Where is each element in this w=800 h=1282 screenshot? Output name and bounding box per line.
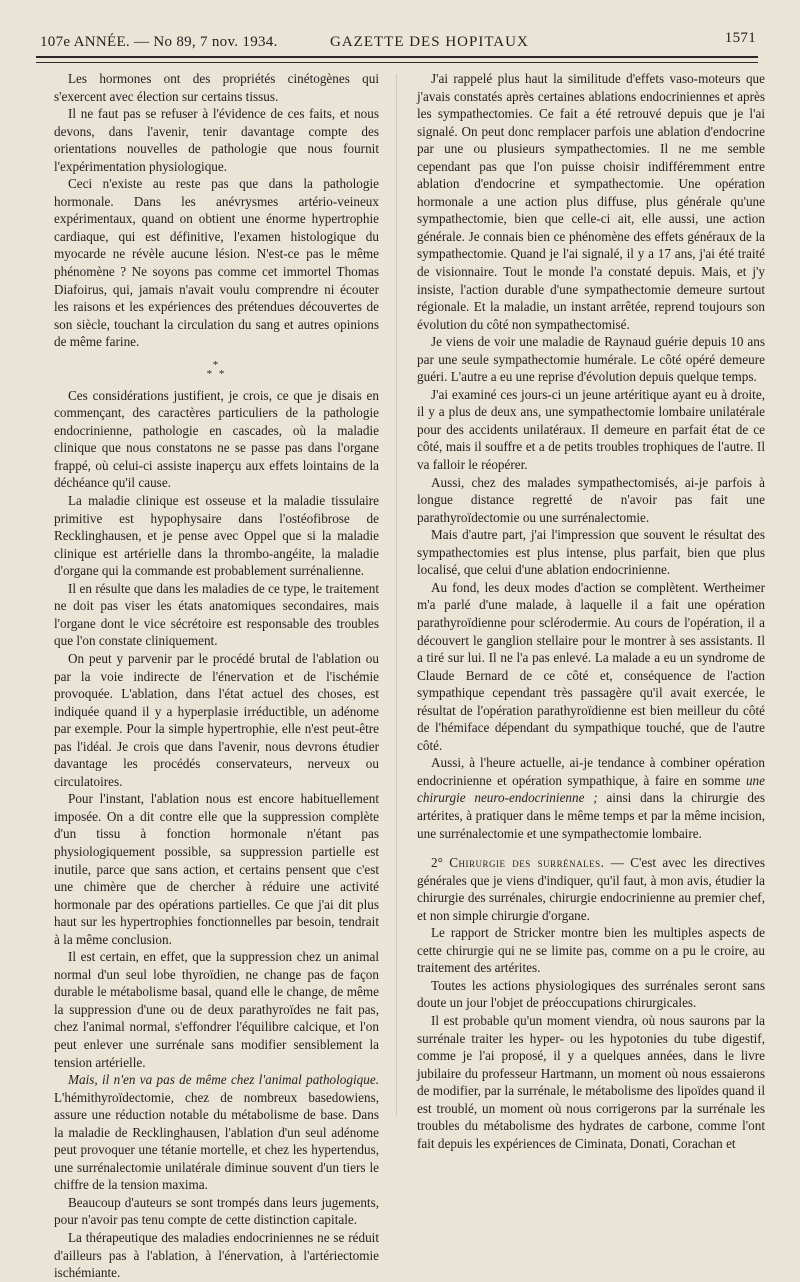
section-number: 2° bbox=[431, 855, 450, 871]
page-number: 1571 bbox=[724, 30, 756, 46]
paragraph: Il ne faut pas se refuser à l'évidence de ces faits, et nous devons, dans l'avenir, tenir davantage compte des orientations nouvelles de pathologie que nous fournit l'expérimentation physiologique. bbox=[54, 106, 379, 174]
paragraph: Le rapport de Stricker montre bien les multiples aspects de cette chirurgie qui ne se limite pas, comme on a pu le croire, au traitement des artérites. bbox=[417, 925, 765, 976]
asterism-top: * bbox=[212, 358, 221, 371]
italic-phrase: Mais, il n'en va pas de même chez l'animal pathologique. bbox=[68, 1072, 379, 1088]
journal-title: GAZETTE DES HOPITAUX bbox=[330, 34, 529, 50]
paragraph-text: — C'est avec les directives générales que je viens d'indiquer, qu'il faut, à mon avis, étudier la chirurgie des surrénales, chirurgie endocrinienne au premier chef, et non simple chirurgie d'organe. bbox=[417, 855, 766, 923]
paragraph bbox=[417, 754, 765, 842]
section-heading: Chirurgie des surrénales. bbox=[449, 855, 605, 871]
paragraph: Je viens de voir une maladie de Raynaud guérie depuis 10 ans par une seule sympathectomie humérale. Le côté opéré demeure guéri. L'autre a eu une reprise d'évolution depuis quelque temps. bbox=[417, 334, 765, 385]
paragraph: Pour l'instant, l'ablation nous est encore habituellement imposée. On a dit contre elle que la suppression complète d'un tissu à fonction hormonale n'étant pas physiologiquement possible, sa suppression partielle est inutile, parce que sans action, et certains pensent que c'est une chimère que de chercher à réduire une activité hormonale par des opérations partielles. Ce que j'ai dit plus haut sur les hypertrophies fonctionnelles par besoin, tendrait à la même conclusion. bbox=[54, 791, 379, 947]
paragraph: La thérapeutique des maladies endocriniennes ne se réduit d'ailleurs pas à l'ablation, à l'énervation, à l'artériectomie ischémiante. bbox=[54, 1230, 379, 1281]
paragraph: J'ai examiné ces jours-ci un jeune artéritique ayant eu à droite, il y a plus de deux ans, une sympathectomie lombaire unilatérale pour des accidents unilatéraux. Il demeure en parfait état de ce côté, mais il souffre et a de petits troubles trophiques de l'autre. Il va falloir le réopérer. bbox=[417, 386, 765, 473]
paragraph: Il en résulte que dans les maladies de ce type, le traitement ne doit pas viser les états anatomiques secondaires, mais l'organe dont le vice sécrétoire est responsable des troubles que l'on constate cliniquement. bbox=[54, 580, 379, 649]
asterism-bottom: * * bbox=[206, 367, 227, 380]
paragraph-text: L'hémithyroïdectomie, chez de nombreux basedowiens, assure une réduction notable du métabolisme de base. Dans la maladie de Recklinghausen, l'ablation d'un seul adénome peut provoquer une tétanie mortelle, et chez les hypertendus, une surrénalectomie unilatérale diminue souvent d'un tiers le chiffre de la tension maxima. bbox=[54, 1089, 379, 1193]
paragraph: J'ai rappelé plus haut la similitude d'effets vaso-moteurs que j'avais constatés après certaines ablations endocriniennes et après les sympathectomies. Ce fait a été retrouvé depuis que je l'ai signalé. On peut donc remplacer parfois une ablation d'endocrine par une ou plusieurs sympathectomies. Il ne me semble cependant pas que l'on puisse choisir indifféremment entre ablation d'endocrine et sympathectomie. Une opération hormonale a une action plus diffuse, plus générale qu'une sympathectomie, bien que celle-ci ait, elle aussi, une action générale. Je connais bien ce phénomène des effets généraux de la sympathectomie. Quand je l'ai signalé, il y a 17 ans, j'ai été traité de visionnaire. Tout le monde l'a constaté depuis. Mais, et j'y insiste, l'action durable d'une sympathectomie demeure surtout régionale. Et la maladie, un instant arrêtée, reprend toujours son évolution du côté non sympathectomisé. bbox=[417, 71, 765, 332]
column-divider bbox=[396, 75, 397, 1115]
paragraph: Toutes les actions physiologiques des surrénales seront sans doute un jour l'objet de préoccupations chirurgicales. bbox=[417, 977, 765, 1011]
paragraph bbox=[54, 1071, 379, 1194]
paragraph: Il est certain, en effet, que la suppression chez un animal normal d'un seul lobe thyroïdien, ne change pas de façon durable le métabolisme basal, quand elle le change, de même la suppression d'une ou de deux parathyroïdes ne fait pas, chez l'animal normal, s'effondrer l'équilibre calcique, et l'on peut enlever une surrénale sans modifier sensiblement la tension artérielle. bbox=[54, 949, 379, 1070]
issue-info: 107e ANNÉE. — No 89, 7 nov. 1934. bbox=[40, 34, 278, 50]
section-paragraph bbox=[417, 854, 765, 924]
paragraph: Au fond, les deux modes d'action se complètent. Wertheimer m'a parlé d'une malade, à laquelle il a fait une opération parathyroïdienne pour sclérodermie. Au cours de l'opération, il a découvert le ganglion stellaire pour le montrer à ses assistants. Il a tiré sur lui. Il ne l'a pas enlevé. La malade a eu un syndrome de Claude Bernard de ce côté et, conséquence de l'action sympathique cependant très passagère qu'il avait exercée, le résultat de l'opération parathyroïdienne est bien meilleur du côté de l'hémiface dépendant du sympathique touché, que de l'autre côté. bbox=[417, 579, 765, 753]
section-asterism bbox=[54, 358, 379, 380]
paragraph: La maladie clinique est osseuse et la maladie tissulaire primitive est hypophysaire dans l'ostéofibrose de Recklinghausen, et je pense avec Oppel que si la maladie clinique est artérielle dans la thrombo-angéite, la maladie d'organe qui la commande est probablement surrénalienne. bbox=[54, 493, 379, 579]
paragraph: Mais d'autre part, j'ai l'impression que souvent le résultat des sympathectomies est plus intense, plus parfait, bien que plus localisé, que celui d'une ablation endocrinienne. bbox=[417, 527, 765, 578]
header-rule-thick bbox=[36, 56, 758, 58]
paragraph: Ceci n'existe au reste pas que dans la pathologie hormonale. Dans les anévrysmes artério-veineux expérimentaux, quand on obtient une énorme hypertrophie cardiaque, qui est définitive, l'examen histologique du myocarde ne révèle aucune lésion. N'est-ce pas le même phénomène ? Ne soyons pas comme cet immortel Thomas Diafoirus, qui, jamais n'avait voulu comprendre ni écouter les raisons et les expériences des prétendues découvertes de son siècle, touchant la circulation du sang et autres opinions de même farine. bbox=[54, 176, 379, 350]
header-rule-thin bbox=[36, 62, 758, 63]
paragraph: Les hormones ont des propriétés cinétogènes qui s'exercent avec élection sur certains tissus. bbox=[54, 71, 379, 104]
paragraph: Ces considérations justifient, je crois, ce que je disais en commençant, des caractères particuliers de la pathologie endocrinienne, pathologie en cascades, où la maladie clinique que nous constatons ne se passe pas dans l'organe frappé, où celui-ci assiste inaperçu aux effets lointains de la déchéance qu'il cause. bbox=[54, 387, 379, 491]
paragraph: Beaucoup d'auteurs se sont trompés dans leurs jugements, pour n'avoir pas tenu compte de cette distinction capitale. bbox=[54, 1194, 379, 1228]
paragraph-text: ainsi dans la chirurgie des artérites, à pratiquer dans le même temps et par la même incision, une surrénalectomie et une sympathectomie lombaire. bbox=[417, 790, 765, 841]
paragraph: Aussi, chez des malades sympathectomisés, ai-je parfois à longue distance regretté de n'avoir pas fait une parathyroïdectomie ou une surrénalectomie. bbox=[417, 474, 765, 525]
running-header bbox=[40, 30, 756, 54]
paragraph: On peut y parvenir par le procédé brutal de l'ablation ou par la voie indirecte de l'énervation et de l'ischémie provoquée. L'ablation, dans l'état actuel des choses, est indiquée quand il y a hyperplasie irréductible, un adénome par exemple. Pour la simple hypertrophie, elle n'est peut-être pas l'idéal. Je crois que dans l'avenir, nous devrons étudier davantage les procédés conservateurs, nerveux ou circulatoires. bbox=[54, 650, 379, 789]
italic-phrase: une chirurgie neuro-endocrinienne ; bbox=[417, 772, 765, 806]
right-column bbox=[417, 70, 765, 1152]
paragraph: Il est probable qu'un moment viendra, où nous saurons par la surrénale traiter les hyper- ou les hypotonies du tube digestif, comme je l'ai proposé, il y a quelques années, dans le livre jubilaire du professeur Hartmann, un moment où nous essaierons de modifier, par la surrénale, le métabolisme des lipoïdes quand il est troublé, un moment où nous corrigerons par la surrénale les troubles du métabolisme des hydrates de carbone, comme l'ont fait depuis les expériences de Ciminata, Donati, Corachan et bbox=[417, 1012, 765, 1151]
paragraph-text: Aussi, à l'heure actuelle, ai-je tendance à combiner opération endocrinienne et opération sympathique, à faire en somme bbox=[417, 755, 765, 788]
left-column bbox=[54, 70, 379, 1282]
